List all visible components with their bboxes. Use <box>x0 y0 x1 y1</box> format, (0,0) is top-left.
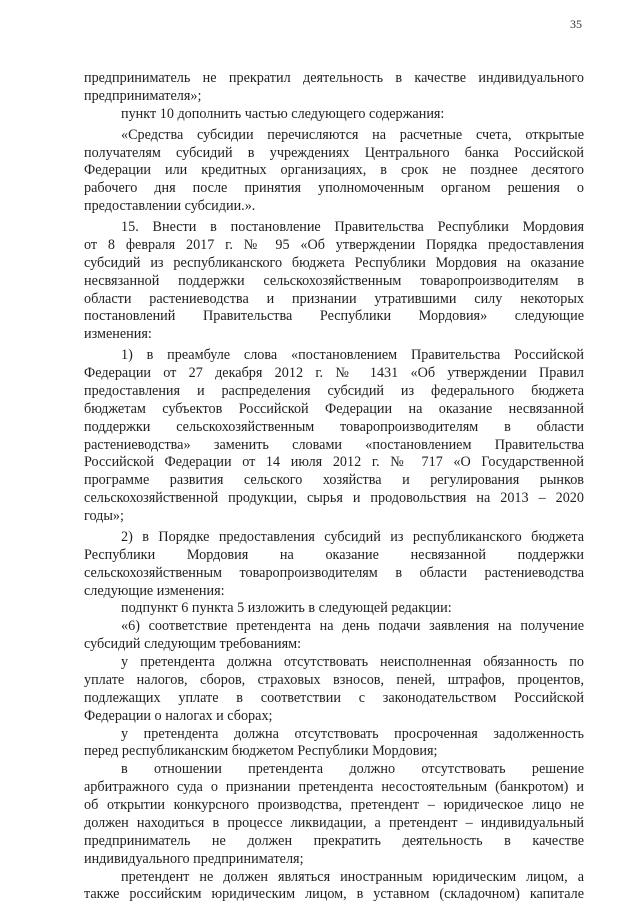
text-line: от 8 февраля 2017 г. № 95 «Об утверждении Порядка предоставления <box>84 236 584 253</box>
text-line: 1) в преамбуле слова «постановлением Правительства Российской <box>121 347 584 364</box>
text-line: сельскохозяйственной продукции, сырья и продовольствия на 2013 – 2020 <box>84 490 584 507</box>
text-line: претендент не должен являться иностранным юридическим лицом, а <box>121 868 584 885</box>
text-line: подлежащих уплате в соответствии с законодательством Российской <box>84 689 584 706</box>
text-line: следующие изменения: <box>84 582 225 599</box>
text-line: индивидуального предпринимателя; <box>84 850 304 867</box>
text-line: предприниматель не прекратил деятельность в качестве индивидуального <box>84 70 584 86</box>
text-line: Федерации или кредитных организациях, в срок не позднее десятого <box>84 162 584 179</box>
text-line: несвязанной поддержки сельскохозяйственным товаропроизводителям в <box>84 272 584 289</box>
text-line: уплате налогов, сборов, страховых взносов, пеней, штрафов, процентов, <box>84 671 584 688</box>
text-line: об открытии конкурсного производства, претендент – юридическое лицо не <box>84 797 584 813</box>
text-line: субсидий из республиканского бюджета Республики Мордовия на оказание <box>84 254 584 271</box>
text-line: 2) в Порядке предоставления субсидий из республиканского бюджета <box>121 528 584 545</box>
text-line: сельскохозяйственным товаропроизводителям в области растениеводства <box>84 564 584 581</box>
text-line: Российской Федерации от 14 июля 2012 г. № 717 «О Государственной <box>84 454 584 471</box>
text-line: субсидий следующим требованиям: <box>84 636 302 653</box>
text-line: постановлений Правительства Республики Мордовия» следующие <box>84 308 584 325</box>
text-line: предпринимателя»; <box>84 87 202 104</box>
text-line: «6) соответствие претендента на день подачи заявления на получение <box>121 618 584 635</box>
text-line: у претендента должна отсутствовать неисполненная обязанность по <box>121 654 584 670</box>
text-line: области растениеводства и признании утратившими силу некоторых <box>84 290 584 307</box>
text-line: предоставлении субсидии.». <box>84 198 256 215</box>
text-line: Республики Мордовия на оказание несвязанной поддержки <box>84 546 584 563</box>
text-line: бюджетам субъектов Российской Федерации на оказание несвязанной <box>84 400 584 417</box>
text-line: изменения: <box>84 326 152 343</box>
text-line: получателям субсидий в учреждениях Центрального банка Российской <box>84 144 584 161</box>
text-line: арбитражного суда о признании претендента несостоятельным (банкротом) и <box>84 779 584 796</box>
text-line: 15. Внести в постановление Правительства Республики Мордовия <box>121 219 584 235</box>
text-line: также российским юридическим лицом, в уставном (складочном) капитале <box>84 886 584 903</box>
text-line: у претендента должна отсутствовать просроченная задолженность <box>121 725 584 742</box>
page-number: 35 <box>570 17 582 31</box>
text-line: подпункт 6 пункта 5 изложить в следующей редакции: <box>121 600 452 617</box>
text-line: Федерации от 27 декабря 2012 г. № 1431 «Об утверждении Правил <box>84 365 584 381</box>
text-line: должен находиться в процессе ликвидации, а претендент – индивидуальный <box>84 814 584 831</box>
text-line: растениеводства» заменить словами «постановлением Правительства <box>84 436 584 453</box>
text-line: поддержки сельскохозяйственным товаропроизводителям в области <box>84 418 584 435</box>
text-line: в отношении претендента должно отсутствовать решение <box>121 761 584 778</box>
text-line: Федерации о налогах и сборах; <box>84 707 273 724</box>
text-line: перед республиканским бюджетом Республики Мордовия; <box>84 743 438 760</box>
text-line: рабочего дня после принятия уполномоченным органом решения о <box>84 180 584 197</box>
text-line: пункт 10 дополнить частью следующего содержания: <box>121 105 445 122</box>
document-body <box>84 70 584 904</box>
text-line: предприниматель не должен прекратить деятельность в качестве <box>84 832 584 849</box>
text-line: предоставления и распределения субсидий из федерального бюджета <box>84 382 584 399</box>
text-line: годы»; <box>84 508 124 524</box>
text-line: программе развития сельского хозяйства и регулирования рынков <box>84 472 584 489</box>
text-line: «Средства субсидии перечисляются на расчетные счета, открытые <box>121 126 584 143</box>
